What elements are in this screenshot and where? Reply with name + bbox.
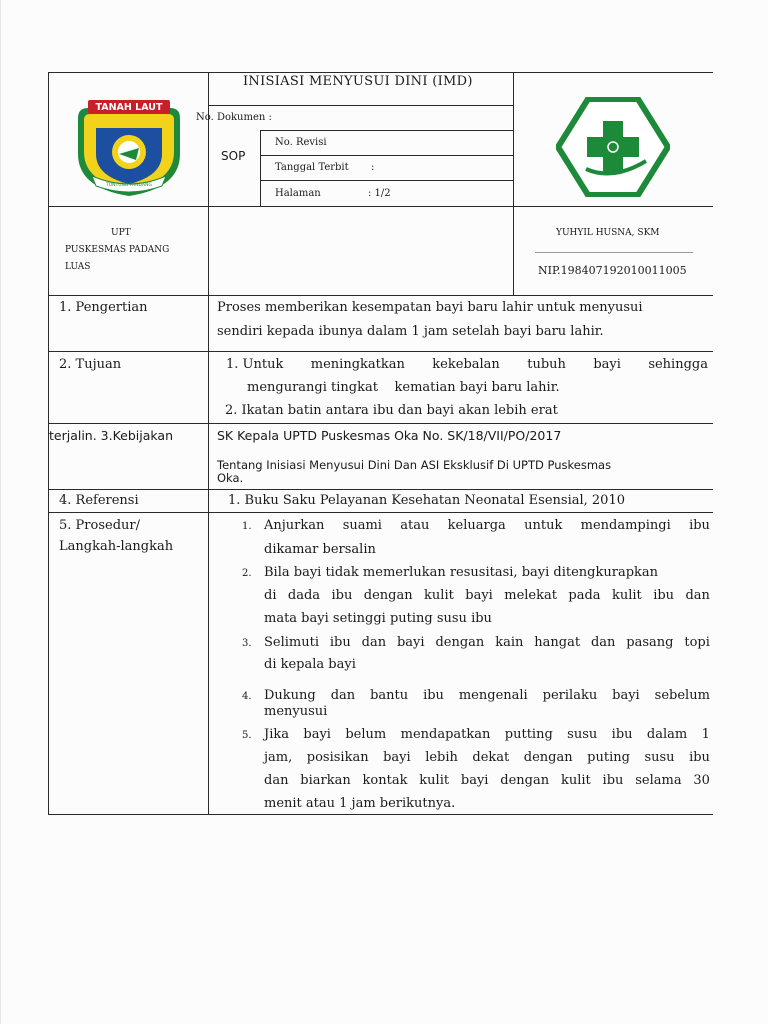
step-line: Selimuti ibu dan bayi dengan kain hangat dan pasang topi <box>264 635 710 650</box>
step-number: 1. <box>242 521 252 532</box>
step-line: Bila bayi tidak memerlukan resusitasi, bayi ditengkurapkan <box>264 565 659 580</box>
referensi-label: 4. Referensi <box>59 493 139 508</box>
no-dokumen-label: No. Dokumen : <box>196 112 272 123</box>
step-line: di dada ibu dengan kulit bayi melekat pada kulit ibu dan <box>264 588 710 603</box>
tujuan-word: sehingga <box>648 357 708 372</box>
step-number: 3. <box>242 638 252 649</box>
sop-label: SOP <box>221 149 246 163</box>
step-line: menit atau 1 jam berikutnya. <box>264 796 456 811</box>
tanggal-terbit-colon: : <box>371 162 375 173</box>
step-line: jam, posisikan bayi lebih dekat dengan puting susu ibu <box>264 750 710 765</box>
signatory-nip: NIP.198407192010011005 <box>538 264 687 277</box>
halaman-value: : 1/2 <box>368 188 391 199</box>
kebijakan-line-1: SK Kepala UPTD Puskesmas Oka No. SK/18/VII/PO/2017 <box>217 428 562 443</box>
logo-banner-text: TANAH LAUT <box>95 102 163 113</box>
tujuan-word: tubuh <box>527 357 566 372</box>
no-revisi-label: No. Revisi <box>275 137 327 148</box>
tujuan-item-1-line-1 <box>226 358 708 371</box>
step-number: 5. <box>242 730 252 741</box>
org-line-1: UPT <box>111 228 131 238</box>
step-line: Dukung dan bantu ibu mengenali perilaku bayi sebelum <box>264 688 710 703</box>
referensi-item-1: 1. Buku Saku Pelayanan Kesehatan Neonatal Esensial, 2010 <box>228 493 625 508</box>
tanah-laut-logo <box>70 96 188 198</box>
step-line: menyusui <box>264 704 328 719</box>
kebijakan-line-2: Tentang Inisiasi Menyusui Dini Dan ASI Eksklusif Di UPTD Puskesmas <box>217 458 612 472</box>
tujuan-word: meningkatkan <box>310 357 405 372</box>
kebijakan-line-3: Oka. <box>217 471 244 485</box>
tujuan-item-2: 2. Ikatan batin antara ibu dan bayi akan lebih erat <box>225 403 558 418</box>
pengertian-line-2: sendiri kepada ibunya dalam 1 jam setelah bayi baru lahir. <box>217 324 604 339</box>
step-line: mata bayi setinggi puting susu ibu <box>264 611 492 626</box>
prosedur-label-line-1: 5. Prosedur/ <box>59 518 140 533</box>
logo-motto-text: TUNTUNG PANDANG <box>106 183 152 188</box>
org-line-2: PUSKESMAS PADANG <box>65 245 170 255</box>
page-title: INISIASI MENYUSUI DINI (IMD) <box>243 74 473 89</box>
signatory-name: YUHYIL HUSNA, SKM <box>556 228 660 238</box>
step-line: Jika bayi belum mendapatkan putting susu ibu dalam 1 <box>264 727 710 742</box>
halaman-label: Halaman <box>275 188 321 199</box>
signature-line <box>535 252 693 253</box>
pengertian-label: 1. Pengertian <box>59 300 148 315</box>
step-line: di kepala bayi <box>264 657 356 672</box>
tujuan-word: kekebalan <box>432 357 500 372</box>
tanggal-terbit-label: Tanggal Terbit <box>275 162 349 173</box>
prosedur-label-line-2: Langkah-langkah <box>59 539 174 554</box>
step-line: Anjurkan suami atau keluarga untuk mendampingi ibu <box>264 518 710 533</box>
pengertian-line-1: Proses memberikan kesempatan bayi baru lahir untuk menyusui <box>217 300 643 315</box>
step-number: 4. <box>242 691 252 702</box>
tujuan-word: 1. Untuk <box>226 357 284 372</box>
step-number: 2. <box>242 568 252 579</box>
kebijakan-label: terjalin. 3.Kebijakan <box>49 428 174 443</box>
tujuan-item-1-line-2: mengurangi tingkat kematian bayi baru lahir. <box>247 380 560 395</box>
tujuan-word: bayi <box>593 357 621 372</box>
puskesmas-logo <box>556 97 670 197</box>
tujuan-label: 2. Tujuan <box>59 357 122 372</box>
org-line-3: LUAS <box>65 262 91 272</box>
step-line: dan biarkan kontak kulit bayi dengan kulit ibu selama 30 <box>264 773 710 788</box>
step-line: dikamar bersalin <box>264 542 376 557</box>
